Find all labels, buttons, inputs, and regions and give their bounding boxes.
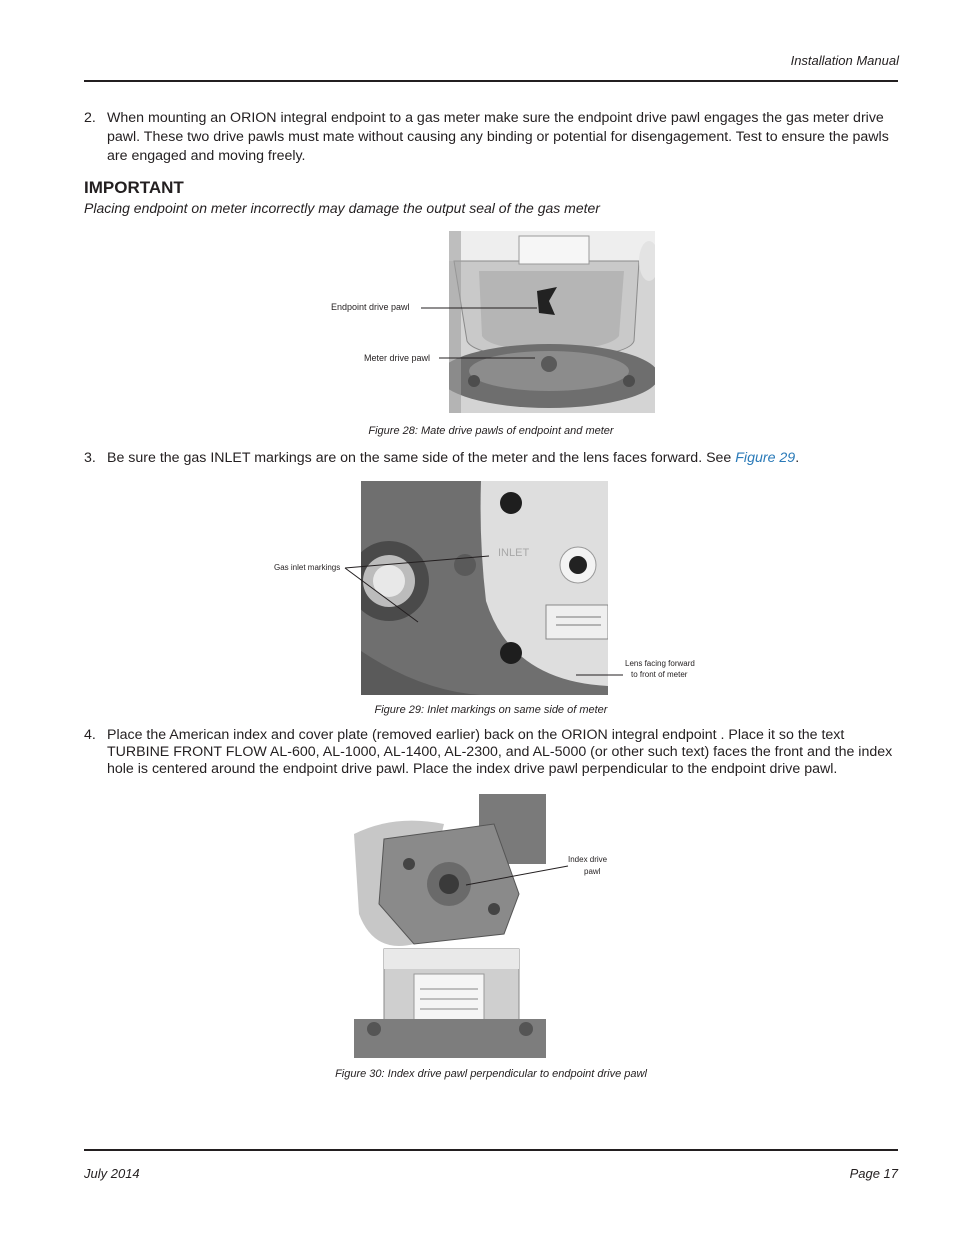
step-3-text-before: Be sure the gas INLET markings are on the same side of the meter and the lens faces forward. See <box>107 450 736 466</box>
callout-gas-inlet-markings: Gas inlet markings <box>274 563 341 572</box>
step-2-number: 2. <box>84 110 96 126</box>
callout-endpoint-drive-pawl: Endpoint drive pawl <box>331 302 410 312</box>
inlet-marking-text: INLET <box>498 547 530 559</box>
figure-29-link[interactable]: Figure 29 <box>735 450 796 466</box>
callout-lens-facing-forward: Lens facing forward <box>625 659 695 668</box>
callout-pawl: pawl <box>584 867 601 876</box>
step-4-number: 4. <box>84 727 96 743</box>
step-2-text: When mounting an ORION integral endpoint to a gas meter make sure the endpoint drive pawl engages the gas meter drive pawl. These two drive pawls must mate without causing any binding or potential for disengagement. Test to ensure the pawls are engaged and moving freely. <box>107 110 889 164</box>
step-3-number: 3. <box>84 450 96 466</box>
header-title: Installation Manual <box>790 53 899 68</box>
figure-28-caption: Figure 28: Mate drive pawls of endpoint and meter <box>368 425 614 437</box>
footer-rule <box>84 1149 898 1151</box>
footer-page-number: Page 17 <box>849 1166 898 1181</box>
step-3-text-after: . <box>795 450 800 466</box>
important-heading: IMPORTANT <box>84 178 184 197</box>
important-note: Placing endpoint on meter incorrectly may damage the output seal of the gas meter <box>84 200 600 216</box>
step-4-text: Place the American index and cover plate (removed earlier) back on the ORION integral endpoint . Place it so the text TURBINE FRONT FLOW AL-600, AL-1000, AL-1400, AL-2300, and AL-5000 (or other such text) faces the front and the index hole is centered around the endpoint drive pawl. Place the index drive pawl perpendicular to the endpoint drive pawl. <box>107 727 893 777</box>
footer-date: July 2014 <box>84 1166 140 1181</box>
figure-30-caption: Figure 30: Index drive pawl perpendicular to endpoint drive pawl <box>335 1068 647 1080</box>
callout-to-front-of-meter: to front of meter <box>631 670 688 679</box>
figure-29-caption: Figure 29: Inlet markings on same side of meter <box>374 704 608 716</box>
callout-meter-drive-pawl: Meter drive pawl <box>364 353 431 363</box>
callout-index-drive: Index drive <box>568 855 608 864</box>
